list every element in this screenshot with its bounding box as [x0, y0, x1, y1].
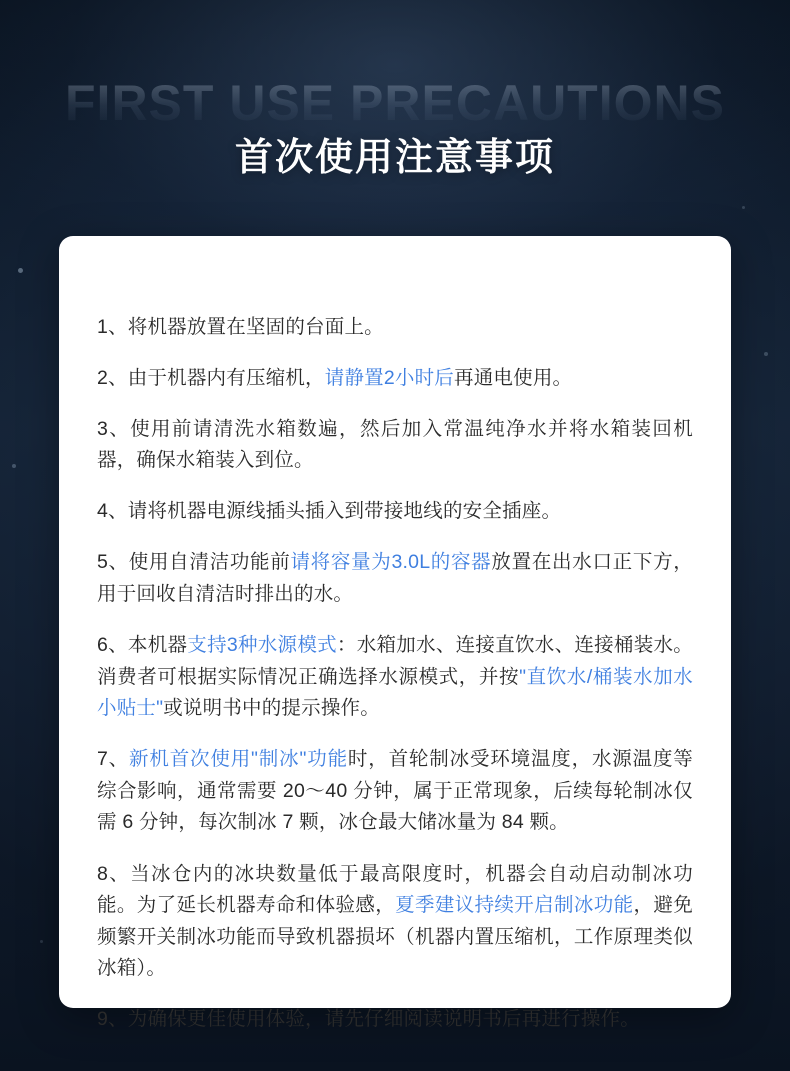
- precautions-card: [59, 236, 731, 1031]
- precaution-text: 当冰仓内的冰块数量低于最高限度时，机器会自动启动制冰功能。为了延长机器寿命和体验感，: [97, 862, 694, 917]
- decorative-speck: [12, 464, 16, 468]
- precaution-item: [97, 859, 693, 985]
- precautions-list: [97, 312, 693, 1036]
- decorative-speck: [742, 206, 745, 209]
- precaution-text: 使用自清洁功能前: [128, 551, 291, 574]
- precaution-highlight-text: "直饮水/桶装水加水小贴士": [97, 665, 694, 720]
- precaution-item: [97, 630, 693, 725]
- decorative-speck: [40, 940, 43, 943]
- precaution-index: 3、: [97, 417, 131, 440]
- precaution-item: [97, 744, 693, 839]
- precaution-text: 或说明书中的提示操作。: [163, 697, 380, 720]
- precaution-item: [97, 1004, 693, 1036]
- precaution-index: 9、: [97, 1008, 128, 1031]
- precaution-index: 7、: [97, 748, 130, 771]
- precaution-highlight-text: 请将容量为3.0L的容器: [290, 551, 492, 574]
- decorative-speck: [764, 352, 768, 356]
- precaution-index: 2、: [97, 366, 128, 389]
- precaution-text: 再通电使用。: [454, 366, 573, 389]
- precaution-index: 1、: [97, 315, 128, 338]
- decorative-speck: [18, 268, 23, 273]
- precaution-text: 使用前请清洗水箱数遍，然后加入常温纯净水并将水箱装回机器，确保水箱装入到位。: [97, 417, 694, 472]
- background-title-english: FIRST USE PRECAUTIONS: [0, 78, 790, 128]
- precaution-highlight-text: 请静置2小时后: [324, 366, 455, 389]
- precaution-text: 请将机器电源线插头插入到带接地线的安全插座。: [127, 500, 562, 523]
- precaution-item: [97, 414, 693, 477]
- precaution-text: ：水箱加水、连接直饮水、连接桶装水。消费者可根据实际情况正确选择水源模式，并按: [97, 634, 693, 688]
- precaution-highlight-text: 夏季建议持续开启制冰功能: [395, 894, 634, 917]
- precaution-item: [97, 496, 693, 528]
- precaution-text: 由于机器内有压缩机，: [127, 366, 325, 389]
- precaution-text: 本机器: [127, 634, 188, 657]
- page-title: 首次使用注意事项: [234, 137, 555, 179]
- precaution-text: 时，首轮制冰受环境温度，水源温度等综合影响，通常需要 20～40 分钟，属于正常现象，后续每轮制冰仅需 6 分钟，每次制冰 7 颗，冰仓最大储冰量为 84 颗。: [97, 748, 694, 834]
- precaution-text: ，避免频繁开关制冰功能而导致机器损坏（机器内置压缩机，工作原理类似冰箱）。: [97, 894, 693, 980]
- precaution-index: 4、: [97, 500, 128, 523]
- precaution-highlight-text: 新机首次使用"制冰"功能: [129, 748, 348, 771]
- precaution-item: [97, 312, 693, 344]
- precaution-highlight-text: 支持3种水源模式: [187, 634, 337, 657]
- precaution-index: 5、: [97, 551, 129, 574]
- precaution-index: 8、: [97, 862, 131, 885]
- precaution-index: 6、: [97, 634, 128, 657]
- precaution-item: [97, 547, 693, 610]
- precaution-item: [97, 363, 693, 395]
- precaution-text: 放置在出水口正下方，用于回收自清洁时排出的水。: [97, 551, 693, 605]
- precaution-text: 将机器放置在坚固的台面上。: [127, 315, 384, 338]
- precaution-text: 为确保更佳使用体验，请先仔细阅读说明书后再进行操作。: [127, 1008, 640, 1031]
